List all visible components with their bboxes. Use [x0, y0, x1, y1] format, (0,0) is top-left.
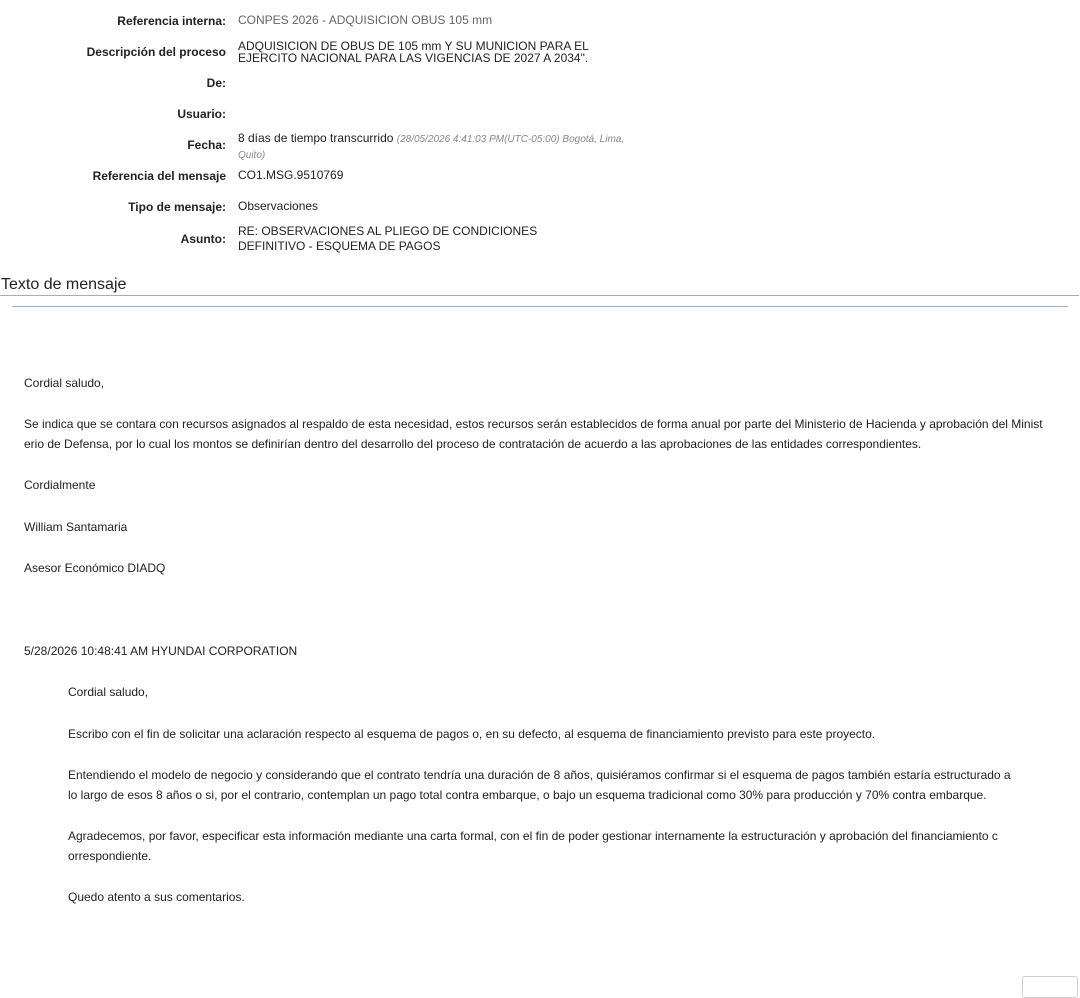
reply-signer-title: Asesor Económico DIADQ — [24, 561, 166, 575]
meta-label: Usuario: — [177, 107, 226, 121]
meta-label: Asunto: — [180, 232, 226, 246]
meta-row-fecha — [0, 131, 1080, 161]
quoted-paragraph-2: Entendiendo el modelo de negocio y considerando que el contrato tendría una duración de 8 años, quisiéramos confirmar si el esquema de pagos también estaría estructurado a lo largo de esos 8 años o si, por el contrario, contemplan un pago total contra embarque, o bajo un esquema tradicional como 30% para producción y 70% contra embarque. — [68, 768, 1011, 802]
meta-row-asunto — [0, 224, 1080, 254]
reply-body: Se indica que se contara con recursos asignados al respaldo de esta necesidad, estos recursos serán establecidos de forma anual por parte del Ministerio de Hacienda y aprobación del Minist erio de Defensa, por lo cual los montos se definirían dentro del desarrollo del proceso de contratación de acuerdo a las aprobaciones de las entidades correspondientes. — [24, 417, 1043, 451]
section-title-texto-mensaje: Texto de mensaje — [1, 276, 127, 293]
elapsed-time: 8 días de tiempo transcurrido — [238, 131, 394, 145]
meta-value-fecha — [238, 131, 628, 163]
meta-label: Descripción del proceso — [86, 45, 226, 59]
meta-value-tipo-mensaje: Observaciones — [238, 199, 319, 213]
quoted-greeting: Cordial saludo, — [68, 685, 149, 699]
meta-label: De: — [206, 76, 226, 90]
meta-value-referencia-interna: CONPES 2026 - ADQUISICION OBUS 105 mm — [238, 13, 493, 27]
meta-value-referencia-mensaje: CO1.MSG.9510769 — [238, 168, 344, 182]
meta-row-de — [0, 76, 1080, 106]
meta-row-referencia-mensaje — [0, 169, 1080, 199]
meta-value-asunto: RE: OBSERVACIONES AL PLIEGO DE CONDICIONES DEFINITIVO - ESQUEMA DE PAGOS — [238, 224, 538, 253]
meta-label: Referencia del mensaje — [92, 169, 226, 183]
quoted-paragraph-3: Agradecemos, por favor, especificar esta información mediante una carta formal, con el fin de poder gestionar internamente la estructuración y aprobación del financiamiento c orrespondiente. — [68, 829, 998, 863]
reply-closing: Cordialmente — [24, 478, 96, 492]
bottom-right-button[interactable] — [1022, 976, 1078, 998]
quoted-closing: Quedo atento a sus comentarios. — [68, 890, 245, 904]
reply-greeting: Cordial saludo, — [24, 376, 105, 390]
meta-value-descripcion: ADQUISICION DE OBUS DE 105 mm Y SU MUNICION PARA EL EJERCITO NACIONAL PARA LAS VIGENCIAS DE 2027 A 2034". — [238, 39, 589, 65]
message-body-top-border — [12, 306, 1068, 307]
section-divider — [0, 295, 1079, 296]
meta-label: Referencia interna: — [117, 14, 226, 28]
timestamp-detail: (28/05/2026 4:41:03 PM(UTC-05:00) Bogotá, Lima, Quito) — [238, 134, 625, 161]
meta-label: Fecha: — [187, 138, 226, 152]
meta-label: Tipo de mensaje: — [128, 200, 226, 214]
meta-row-descripcion — [0, 39, 1080, 69]
quoted-header: 5/28/2026 10:48:41 AM HYUNDAI CORPORATION — [24, 644, 298, 658]
quoted-paragraph-1: Escribo con el fin de solicitar una aclaración respecto al esquema de pagos o, en su defecto, al esquema de financiamiento previsto para este proyecto. — [68, 727, 876, 741]
reply-signer-name: William Santamaria — [24, 520, 128, 534]
